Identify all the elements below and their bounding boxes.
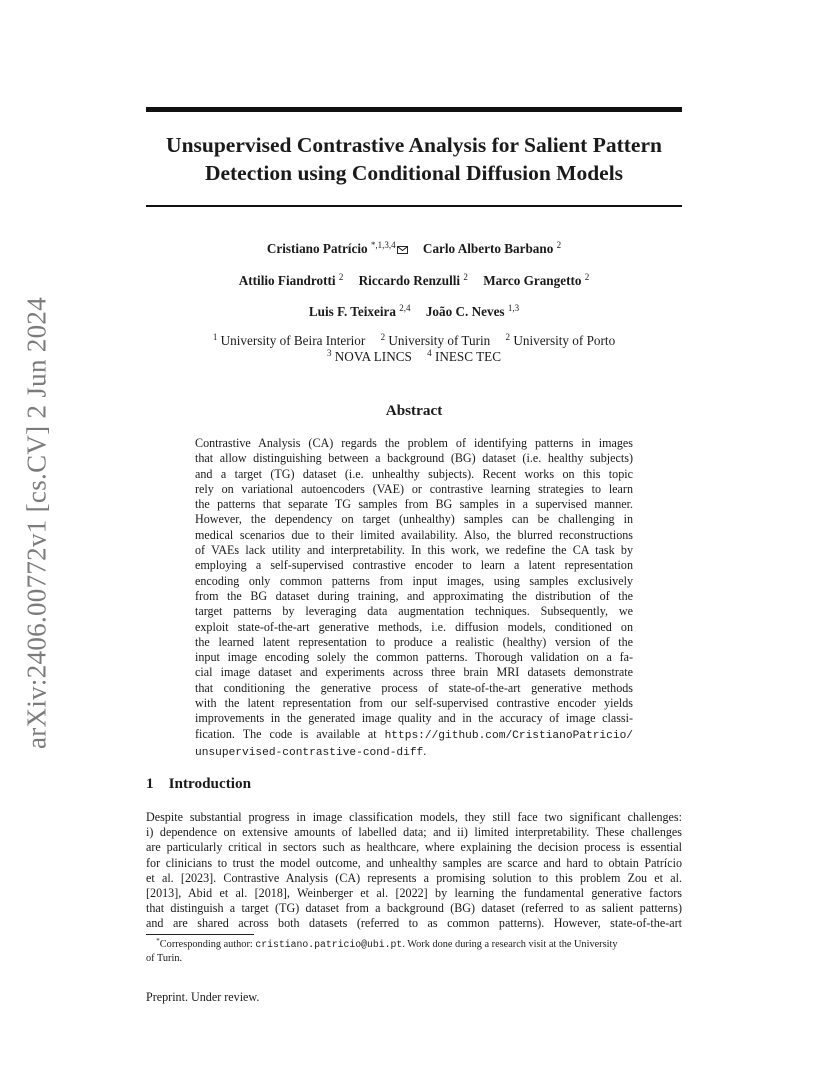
body-line: [2013], Abid et al. [2018], Weinberger et al. [2022] by learning the fundamental generative factors (146, 886, 682, 901)
title-line-1: Unsupervised Contrastive Analysis for Salient Pattern (166, 133, 662, 157)
body-line: are particularly critical in sectors such as healthcare, where explaining the decision process is essential (146, 840, 682, 855)
author-name: Attilio Fiandrotti (238, 273, 336, 288)
affiliation-name: University of Turin (388, 333, 491, 348)
title-line-2: Detection using Conditional Diffusion Models (204, 161, 624, 185)
author-name: João C. Neves (425, 304, 505, 319)
author-name: Cristiano Patrício (266, 241, 368, 256)
author (267, 241, 408, 256)
author-row-1 (120, 241, 708, 257)
author-name: Carlo Alberto Barbano (422, 241, 554, 256)
abstract-line: and a target (TG) dataset (i.e. unhealthy subjects). Recent works on this topic (195, 466, 633, 481)
abstract-line-text: fication. The code is available at (195, 726, 385, 741)
footnote-rule (146, 934, 254, 935)
body-line: and are shared across both datasets (referred to as common patterns). However, state-of-the-art (146, 916, 682, 931)
author (359, 273, 468, 288)
affiliation (506, 333, 616, 348)
abstract-line: input image encoding solely the common patterns. Thorough validation on a fa- (195, 650, 633, 665)
body-line: et al. [2023]. Contrastive Analysis (CA) represents a promising solution to this problem Zou et al. (146, 870, 682, 885)
affiliation-row-2 (120, 349, 708, 365)
abstract-line: encoding only common patterns from input images, using samples exclusively (195, 573, 633, 588)
author-row-2 (120, 273, 708, 289)
code-repository-link[interactable]: https://github.com/CristianoPatricio/ (384, 729, 633, 742)
abstract-line: Contrastive Analysis (CA) regards the problem of identifying patterns in images (195, 436, 633, 450)
affiliation (213, 333, 365, 348)
title-top-rule (146, 107, 682, 112)
section-heading-introduction (146, 775, 251, 793)
author-affiliation-marks: 2 (556, 240, 562, 250)
arxiv-identifier-stamp: arXiv:2406.00772v1 [cs.CV] 2 Jun 2024 (21, 296, 52, 750)
affiliation-mark: 1 (212, 332, 218, 342)
affiliation-name: NOVA LINCS (334, 349, 412, 364)
affiliation-name: University of Porto (513, 333, 616, 348)
author-name: Marco Grangetto (483, 273, 582, 288)
abstract-line: the learned latent representation to produce a realistic (healthy) version of the (195, 634, 633, 649)
abstract-line-end: . (423, 743, 427, 758)
footnote-suffix: . Work done during a research visit at the University (402, 939, 618, 950)
body-line: i) dependence on extensive amounts of labelled data; and ii) limited interpretability. These challenges (146, 825, 682, 840)
footnote-marker: * (156, 937, 160, 945)
abstract-line: that allow distinguishing between a background (BG) dataset (i.e. healthy subjects) (195, 451, 633, 466)
abstract-line: rely on variational autoencoders (VAE) or contrastive learning strategies to learn (195, 481, 633, 496)
abstract-line: of VAEs lack utility and interpretability. In this work, we redefine the CA task by (195, 543, 633, 558)
section-number: 1 (146, 775, 154, 792)
abstract-line: the patterns that separate TG samples from BG samples in a supervised manner. (195, 497, 633, 512)
body-line: for clinicians to trust the model outcome, and unhealthy samples are scarce and hard to obtain Patrício (146, 855, 682, 870)
abstract-line: medical scenarios due to their limited availability. Also, the blurred reconstructions (195, 527, 633, 542)
author (309, 304, 411, 319)
affiliation-mark: 2 (380, 332, 386, 342)
footnote (146, 938, 682, 965)
code-repository-link-continued[interactable]: unsupervised-contrastive-cond-diff (195, 746, 424, 759)
abstract-body (195, 436, 633, 761)
author (239, 273, 344, 288)
author (483, 273, 589, 288)
affiliation (427, 349, 501, 364)
author-name: Luis F. Teixeira (308, 304, 396, 319)
author-affiliation-marks: 2 (338, 272, 344, 282)
affiliation (381, 333, 491, 348)
abstract-line (195, 727, 633, 744)
footnote-prefix: Corresponding author: (159, 939, 256, 950)
abstract-heading: Abstract (385, 402, 443, 419)
body-line: that distinguish a target (TG) dataset from a background (BG) dataset (referred to as salient patterns) (146, 901, 682, 916)
title-bottom-rule (146, 205, 682, 207)
affiliation-name: INESC TEC (434, 349, 502, 364)
author-affiliation-marks: 2 (584, 272, 590, 282)
abstract-line: cial image dataset and experiments across three brain MRI datasets demonstrate (195, 665, 633, 680)
author-name: Riccardo Renzulli (358, 273, 461, 288)
envelope-icon (397, 246, 408, 254)
preprint-note: Preprint. Under review. (146, 990, 260, 1004)
author-affiliation-marks: 2,4 (399, 303, 411, 313)
affiliation-mark: 2 (505, 332, 511, 342)
affiliation-mark: 3 (326, 348, 332, 358)
abstract-line: with the latent representation from our self-supervised contrastive encoder yields (195, 696, 633, 711)
author (423, 241, 561, 256)
affiliation (327, 349, 412, 364)
footnote-line: of Turin. (146, 952, 183, 964)
affiliation-row-1 (120, 333, 708, 349)
author-row-3 (120, 304, 708, 320)
author-affiliation-marks: *,1,3,4 (370, 240, 396, 250)
abstract-line: that conditioning the generative process of state-of-the-art generative methods (195, 680, 633, 695)
affiliation-mark: 4 (427, 348, 432, 358)
abstract-line (195, 744, 633, 761)
abstract-line: improvements in the generated image quality and in the accuracy of image classi- (195, 711, 633, 726)
author (426, 304, 519, 319)
paper-title (120, 131, 708, 187)
abstract-line: However, the dependency on target (unhealthy) samples can be challenging in (195, 512, 633, 527)
introduction-body (146, 810, 682, 932)
author-affiliation-marks: 1,3 (507, 303, 520, 313)
section-title: Introduction (168, 775, 252, 792)
abstract-line: employing a self-supervised contrastive encoder to learn a latent representation (195, 558, 633, 573)
abstract-line: exploit state-of-the-art generative methods, i.e. diffusion models, conditioned on (195, 619, 633, 634)
body-line: Despite substantial progress in image classification models, they still face two significant challenges: (146, 810, 682, 824)
footnote-line (146, 938, 682, 952)
affiliation-name: University of Beira Interior (220, 333, 366, 348)
corresponding-email-link[interactable]: cristiano.patricio@ubi.pt (255, 939, 403, 950)
abstract-line: target patterns by leveraging data augmentation techniques. Subsequently, we (195, 604, 633, 619)
author-affiliation-marks: 2 (463, 272, 468, 282)
abstract-line: from the BG dataset during training, and approximating the distribution of the (195, 588, 633, 603)
